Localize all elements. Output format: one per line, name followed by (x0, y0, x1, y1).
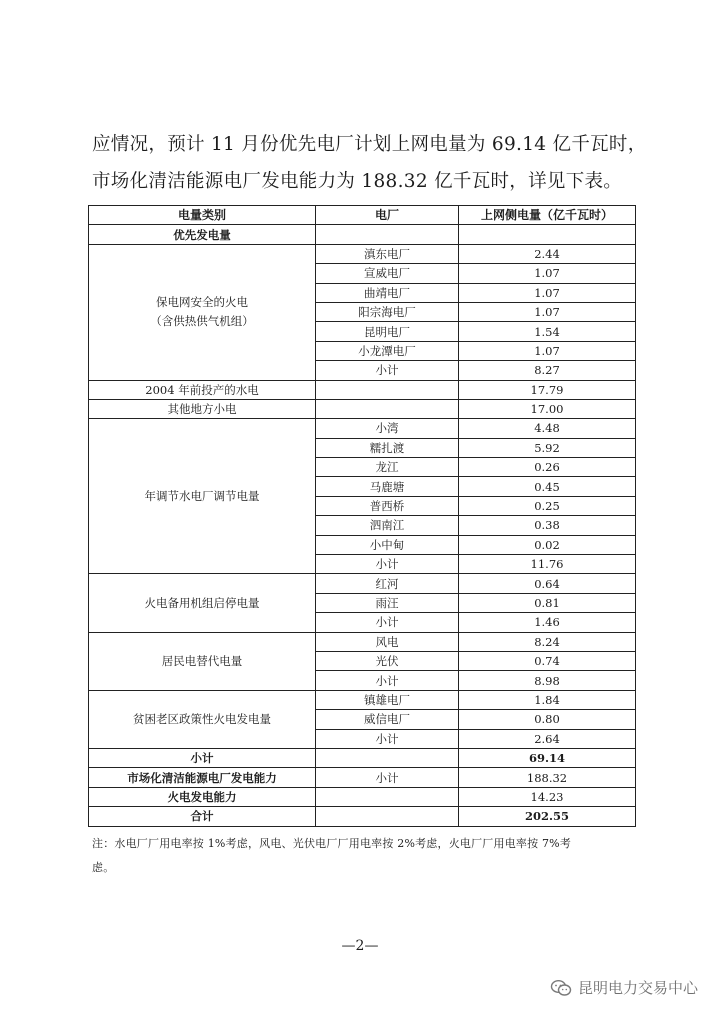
table-row (89, 380, 636, 399)
value-cell: 0.38 (459, 516, 636, 535)
plant-cell: 滇东电厂 (316, 244, 459, 263)
value-cell: 2.44 (459, 244, 636, 263)
summary-value: 202.55 (459, 807, 636, 826)
value-cell: 17.00 (459, 399, 636, 418)
value-cell: 1.07 (459, 341, 636, 360)
priority-label: 优先发电量 (89, 225, 316, 244)
table-cell (459, 225, 636, 244)
summary-category: 市场化清洁能源电厂发电能力 (89, 768, 316, 787)
table-cell (316, 225, 459, 244)
summary-category: 合计 (89, 807, 316, 826)
value-cell: 0.80 (459, 710, 636, 729)
plant-cell: 雨汪 (316, 593, 459, 612)
category-cell: 年调节水电厂调节电量 (89, 419, 316, 574)
category-cell: 其他地方小电 (89, 399, 316, 418)
table-row (89, 574, 636, 593)
table-header-row (89, 206, 636, 225)
plant-cell: 泗南江 (316, 516, 459, 535)
plant-cell: 马鹿塘 (316, 477, 459, 496)
plant-cell: 小计 (316, 671, 459, 690)
value-cell: 1.07 (459, 264, 636, 283)
plant-cell: 小计 (316, 361, 459, 380)
value-cell: 8.98 (459, 671, 636, 690)
header-plant: 电厂 (316, 206, 459, 225)
page-number: —2— (341, 938, 379, 954)
summary-plant (316, 748, 459, 767)
value-cell: 0.45 (459, 477, 636, 496)
value-cell: 0.81 (459, 593, 636, 612)
plant-cell: 威信电厂 (316, 710, 459, 729)
table-row (89, 399, 636, 418)
table-row (89, 632, 636, 651)
plant-cell: 风电 (316, 632, 459, 651)
category-line-1: 保电网安全的火电 (156, 295, 248, 310)
value-cell: 1.07 (459, 283, 636, 302)
value-cell: 8.24 (459, 632, 636, 651)
plant-cell: 龙江 (316, 458, 459, 477)
table-body (89, 225, 636, 826)
summary-row (89, 787, 636, 806)
category-cell (89, 244, 316, 380)
value-cell: 1.84 (459, 690, 636, 709)
category-cell: 火电备用机组启停电量 (89, 574, 316, 632)
plant-cell: 宣威电厂 (316, 264, 459, 283)
plant-cell: 小计 (316, 729, 459, 748)
value-cell: 2.64 (459, 729, 636, 748)
summary-plant: 小计 (316, 768, 459, 787)
summary-row (89, 807, 636, 826)
plant-cell: 糯扎渡 (316, 438, 459, 457)
plant-cell: 镇雄电厂 (316, 690, 459, 709)
plant-cell: 红河 (316, 574, 459, 593)
value-cell: 1.46 (459, 613, 636, 632)
table-row (89, 690, 636, 709)
header-category: 电量类别 (89, 206, 316, 225)
plant-cell: 阳宗海电厂 (316, 302, 459, 321)
plant-cell: 光伏 (316, 651, 459, 670)
value-cell: 8.27 (459, 361, 636, 380)
plant-cell: 曲靖电厂 (316, 283, 459, 302)
table-row (89, 244, 636, 263)
footnote (92, 832, 652, 880)
plant-cell: 小中甸 (316, 535, 459, 554)
header-value: 上网侧电量（亿千瓦时） (459, 206, 636, 225)
value-cell: 11.76 (459, 555, 636, 574)
intro-line-2: 市场化清洁能源电厂发电能力为 188.32 亿千瓦时，详见下表。 (92, 171, 623, 192)
plant-cell: 昆明电厂 (316, 322, 459, 341)
category-cell: 贫困老区政策性火电发电量 (89, 690, 316, 748)
summary-category: 小计 (89, 748, 316, 767)
summary-plant (316, 807, 459, 826)
value-cell: 5.92 (459, 438, 636, 457)
footnote-line-2: 虑。 (92, 861, 115, 874)
value-cell: 0.26 (459, 458, 636, 477)
summary-category: 火电发电能力 (89, 787, 316, 806)
summary-row (89, 768, 636, 787)
category-line-2: （含供热供气机组） (150, 314, 254, 329)
summary-value: 188.32 (459, 768, 636, 787)
summary-value: 69.14 (459, 748, 636, 767)
wechat-icon (550, 979, 572, 997)
electricity-plan-table (88, 205, 636, 827)
value-cell: 0.64 (459, 574, 636, 593)
intro-line-1: 应情况，预计 11 月份优先电厂计划上网电量为 69.14 亿千瓦时， (92, 134, 647, 155)
plant-cell: 小计 (316, 613, 459, 632)
priority-row (89, 225, 636, 244)
table-row (89, 419, 636, 438)
watermark (550, 977, 698, 998)
value-cell: 1.07 (459, 302, 636, 321)
watermark-text: 昆明电力交易中心 (577, 979, 698, 997)
plant-cell: 普西桥 (316, 496, 459, 515)
plant-cell: 小湾 (316, 419, 459, 438)
value-cell: 4.48 (459, 419, 636, 438)
value-cell: 17.79 (459, 380, 636, 399)
value-cell: 0.74 (459, 651, 636, 670)
summary-value: 14.23 (459, 787, 636, 806)
category-cell: 居民电替代电量 (89, 632, 316, 690)
plant-cell: 小龙潭电厂 (316, 341, 459, 360)
plant-cell (316, 399, 459, 418)
value-cell: 1.54 (459, 322, 636, 341)
value-cell: 0.25 (459, 496, 636, 515)
intro-paragraph (92, 126, 702, 200)
category-cell: 2004 年前投产的水电 (89, 380, 316, 399)
summary-row (89, 748, 636, 767)
footnote-line-1: 注：水电厂厂用电率按 1%考虑，风电、光伏电厂厂用电率按 2%考虑，火电厂厂用电率按 7%考 (92, 837, 572, 850)
summary-plant (316, 787, 459, 806)
plant-cell (316, 380, 459, 399)
plant-cell: 小计 (316, 555, 459, 574)
value-cell: 0.02 (459, 535, 636, 554)
